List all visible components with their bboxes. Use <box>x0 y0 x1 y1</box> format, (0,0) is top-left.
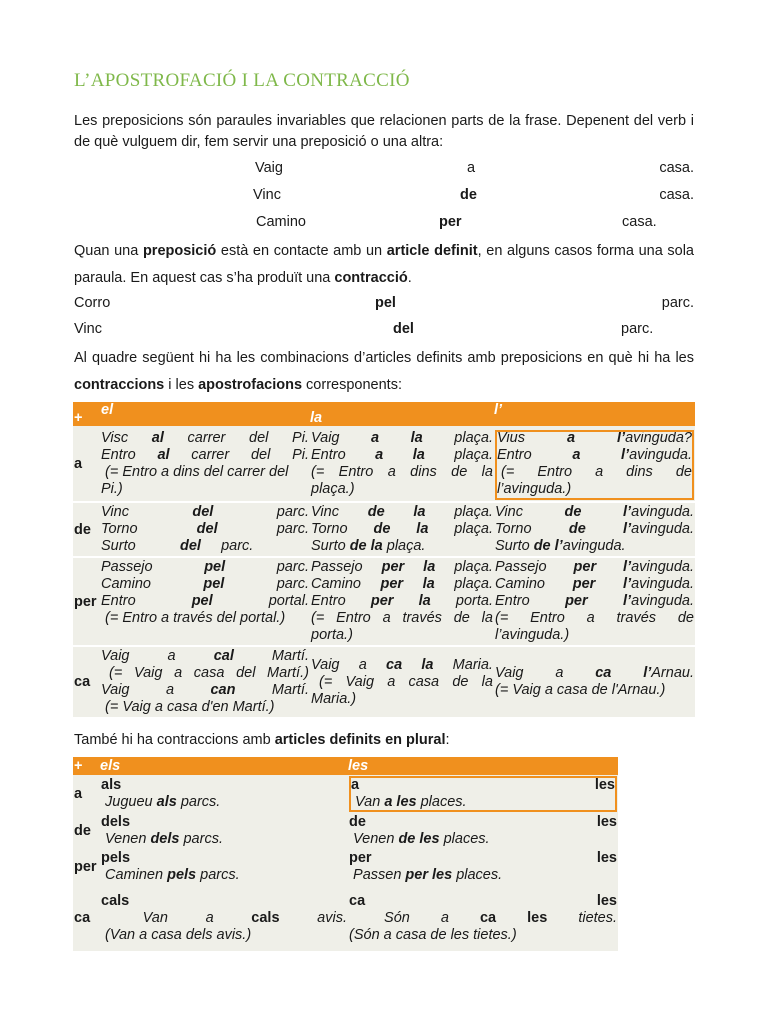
example-row: Corro pel parc. <box>74 295 694 311</box>
example-row: Vinc de casa. <box>253 187 694 203</box>
table-header-row: + els les <box>73 757 618 775</box>
table-row: per pels Caminen pels parcs. per les Passen per les places. <box>74 850 617 883</box>
example-row: Camino per casa. <box>256 214 657 230</box>
table-row: de Vinc del parc. Torno del parc. Surto del parc. Vinc de la plaça. Torno de la plaça. Surto de la plaça. Vinc de l’avinguda. Torno de l’avinguda. Surto de l’avinguda. <box>74 504 694 554</box>
table-header-row: + el la l’ <box>73 402 695 426</box>
plural-intro: També hi ha contraccions amb articles definits en plural: <box>74 732 450 748</box>
example-row: Vinc del parc. <box>74 321 654 337</box>
page-title: L’APOSTROFACIÓ I LA CONTRACCIÓ <box>74 70 410 91</box>
contractions-table <box>73 402 695 717</box>
table-row: per Passejo pel parc. Camino pel parc. Entro pel portal. (= Entro a través del portal.) Passejo per la plaça. Camino per la plaça. Entro per la porta. (= Entro a través de la porta.) Passejo per l’avinguda. Camino per l’avinguda. Entro per l’avinguda. (= Entro a través de l’avinguda.) <box>74 559 694 643</box>
example-row: Vaig a casa. <box>255 160 694 176</box>
plural-contractions-table <box>73 757 618 951</box>
table-row: ca Vaig a cal Martí. (= Vaig a casa del Martí.) Vaig a can Martí. (= Vaig a casa d'en Martí.) Vaig a ca la Maria. (= Vaig a casa de la Maria.) Vaig a ca l’Arnau. (= Vaig a casa de l'Arnau.) <box>74 648 694 715</box>
table-row: de dels Venen dels parcs. de les Venen de les places. <box>74 814 617 847</box>
table-row: a als Jugueu als parcs. a les Van a les places. <box>73 775 618 813</box>
table-intro-paragraph: Al quadre següent hi ha les combinacions d’articles definits amb preposicions en què hi ha les contraccions i les apostrofacions corresponents: <box>74 350 694 393</box>
intro-paragraph: Les preposicions són paraules invariables que relacionen parts de la frase. Depenent del verb i de què vulguem dir, fem servir una preposició o una altra: <box>74 113 694 150</box>
contraction-paragraph: Quan una preposició està en contacte amb un article definit, en alguns casos forma una sola paraula. En aquest cas s’ha produït una contracció. <box>74 243 694 286</box>
table-row: ca cals Van a cals avis. (Van a casa dels avis.) ca les Són a ca les tietes. (Són a casa de les tietes.) <box>73 885 618 951</box>
table-row: a Visc al carrer del Pi. Entro al carrer del Pi. (= Entro a dins del carrer del Pi.) Vaig a la plaça. Entro a la plaça. (= Entro a dins de la plaça.) Vius a l’avinguda? Entro a l’avinguda. (= Entro a dins de l’avinguda.) <box>73 426 695 501</box>
